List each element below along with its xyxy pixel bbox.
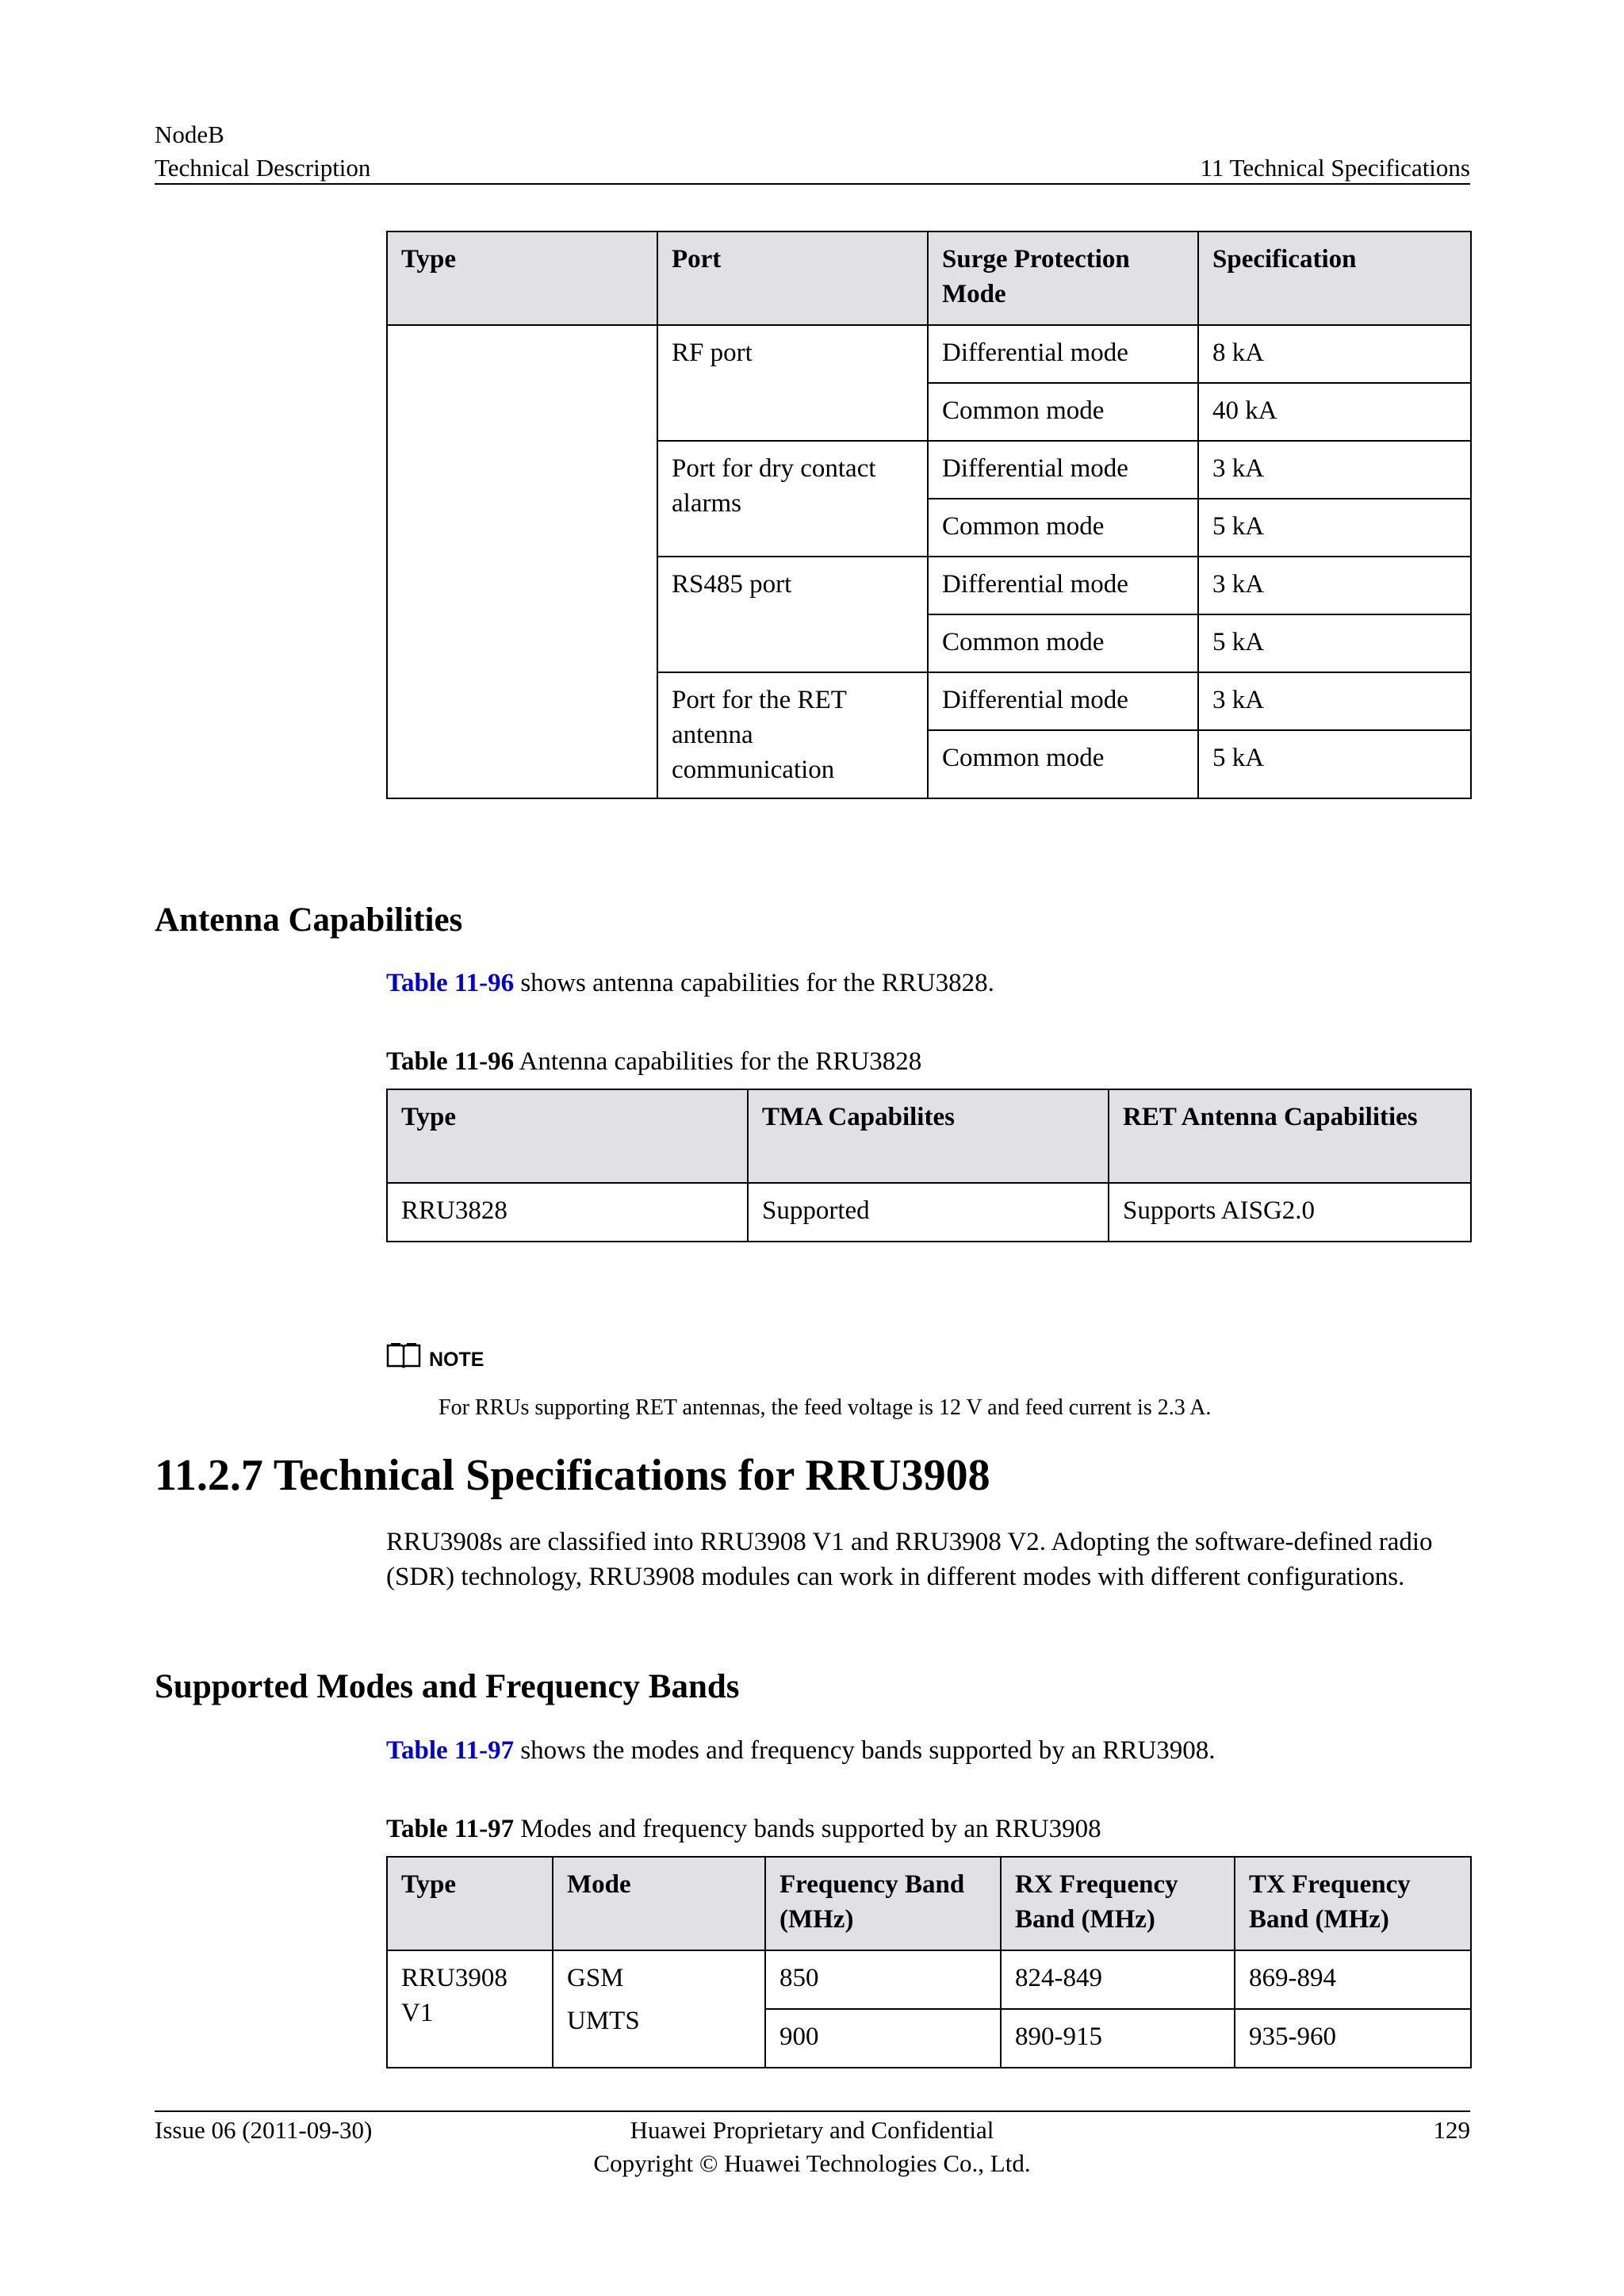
spec-cell: 3 kA <box>1198 672 1471 730</box>
col-header-tma: TMA Capabilites <box>748 1089 1109 1183</box>
footer-copyright: Copyright © Huawei Technologies Co., Ltd. <box>593 2149 1031 2177</box>
header-chapter: 11 Technical Specifications <box>1200 154 1470 182</box>
antenna-section-heading: Antenna Capabilities <box>155 901 463 939</box>
table-row <box>387 325 1471 383</box>
mode-cell: Differential mode <box>928 557 1198 614</box>
rx-cell: 824-849 <box>1001 1950 1235 2009</box>
mode-umts: UMTS <box>567 2007 640 2035</box>
footer-issue: Issue 06 (2011-09-30) <box>155 2116 373 2144</box>
footer-confidential: Huawei Proprietary and Confidential <box>630 2116 994 2144</box>
antenna-capabilities-table <box>386 1089 1472 1242</box>
rru3908-section-heading: 11.2.7 Technical Specifications for RRU3908 <box>155 1451 990 1500</box>
spec-cell: 5 kA <box>1198 499 1471 557</box>
caption-text: Modes and frequency bands supported by an RRU3908 <box>514 1815 1101 1843</box>
port-cell: Port for the RET antenna communication <box>657 672 928 798</box>
spec-cell: 40 kA <box>1198 383 1471 441</box>
port-cell: RF port <box>657 325 928 441</box>
table-row <box>387 1950 1471 2009</box>
frequency-bands-table <box>386 1856 1472 2068</box>
spec-cell: 5 kA <box>1198 614 1471 672</box>
col-header-type: Type <box>387 232 657 325</box>
table-header-row <box>387 1857 1471 1950</box>
port-cell: Port for dry contact alarms <box>657 441 928 557</box>
type-cell-empty <box>387 325 657 798</box>
footer-page-number: 129 <box>1433 2116 1470 2144</box>
table-row <box>387 1183 1471 1242</box>
bands-intro-text: shows the modes and frequency bands supported by an RRU3908. <box>514 1736 1216 1765</box>
spec-cell: 8 kA <box>1198 325 1471 383</box>
col-header-band: Frequency Band (MHz) <box>765 1857 1001 1950</box>
rx-cell: 890-915 <box>1001 2009 1235 2068</box>
surge-protection-table <box>386 231 1472 799</box>
col-header-type: Type <box>387 1857 553 1950</box>
bands-intro <box>386 1733 1216 1768</box>
mode-cell: Common mode <box>928 499 1198 557</box>
header-rule <box>155 183 1470 185</box>
band-cell: 900 <box>765 2009 1001 2068</box>
caption-label: Table 11-97 <box>386 1815 515 1843</box>
footer-rule <box>155 2110 1470 2112</box>
bands-section-heading: Supported Modes and Frequency Bands <box>155 1668 740 1705</box>
col-header-rx: RX Frequency Band (MHz) <box>1001 1857 1235 1950</box>
spec-cell: 3 kA <box>1198 557 1471 614</box>
spec-cell: 3 kA <box>1198 441 1471 499</box>
col-header-type: Type <box>387 1089 748 1183</box>
caption-label: Table 11-96 <box>386 1047 515 1076</box>
col-header-ret: RET Antenna Capabilities <box>1109 1089 1471 1183</box>
tma-cell: Supported <box>748 1183 1109 1242</box>
antenna-intro-text: shows antenna capabilities for the RRU3828. <box>514 969 994 997</box>
table-11-96-link[interactable]: Table 11-96 <box>386 969 515 997</box>
col-header-mode: Mode <box>553 1857 765 1950</box>
type-cell: RRU3828 <box>387 1183 748 1242</box>
rru3908-paragraph: RRU3908s are classified into RRU3908 V1 and RRU3908 V2. Adopting the software-defined radio (SDR) technology, RRU3908 modules can work in different modes with different configurations. <box>386 1528 1433 1591</box>
note-text: For RRUs supporting RET antennas, the feed voltage is 12 V and feed current is 2.3 A. <box>439 1395 1212 1420</box>
type-cell: RRU3908 V1 <box>387 1950 553 2068</box>
col-header-surge-mode: Surge Protection Mode <box>928 232 1198 325</box>
col-header-port: Port <box>657 232 928 325</box>
note-label: NOTE <box>429 1349 485 1371</box>
book-icon <box>386 1342 421 1373</box>
table-11-97-link[interactable]: Table 11-97 <box>386 1736 515 1765</box>
mode-cell: Differential mode <box>928 441 1198 499</box>
mode-cell: Differential mode <box>928 325 1198 383</box>
tx-cell: 869-894 <box>1235 1950 1471 2009</box>
band-cell: 850 <box>765 1950 1001 2009</box>
tx-cell: 935-960 <box>1235 2009 1471 2068</box>
table-header-row <box>387 232 1471 325</box>
header-doc-title: Technical Description <box>155 154 371 182</box>
mode-cell: Common mode <box>928 730 1198 798</box>
table-header-row <box>387 1089 1471 1183</box>
col-header-tx: TX Frequency Band (MHz) <box>1235 1857 1471 1950</box>
antenna-intro <box>386 966 994 1001</box>
header-product: NodeB <box>155 121 224 148</box>
mode-gsm: GSM <box>567 1964 624 1992</box>
antenna-table-caption <box>386 1044 921 1079</box>
bands-table-caption <box>386 1812 1101 1846</box>
spec-cell: 5 kA <box>1198 730 1471 798</box>
port-cell: RS485 port <box>657 557 928 672</box>
mode-cell: Common mode <box>928 614 1198 672</box>
ret-cell: Supports AISG2.0 <box>1109 1183 1471 1242</box>
col-header-specification: Specification <box>1198 232 1471 325</box>
mode-cell: Common mode <box>928 383 1198 441</box>
caption-text: Antenna capabilities for the RRU3828 <box>514 1047 922 1076</box>
mode-cell <box>553 1950 765 2068</box>
mode-cell: Differential mode <box>928 672 1198 730</box>
